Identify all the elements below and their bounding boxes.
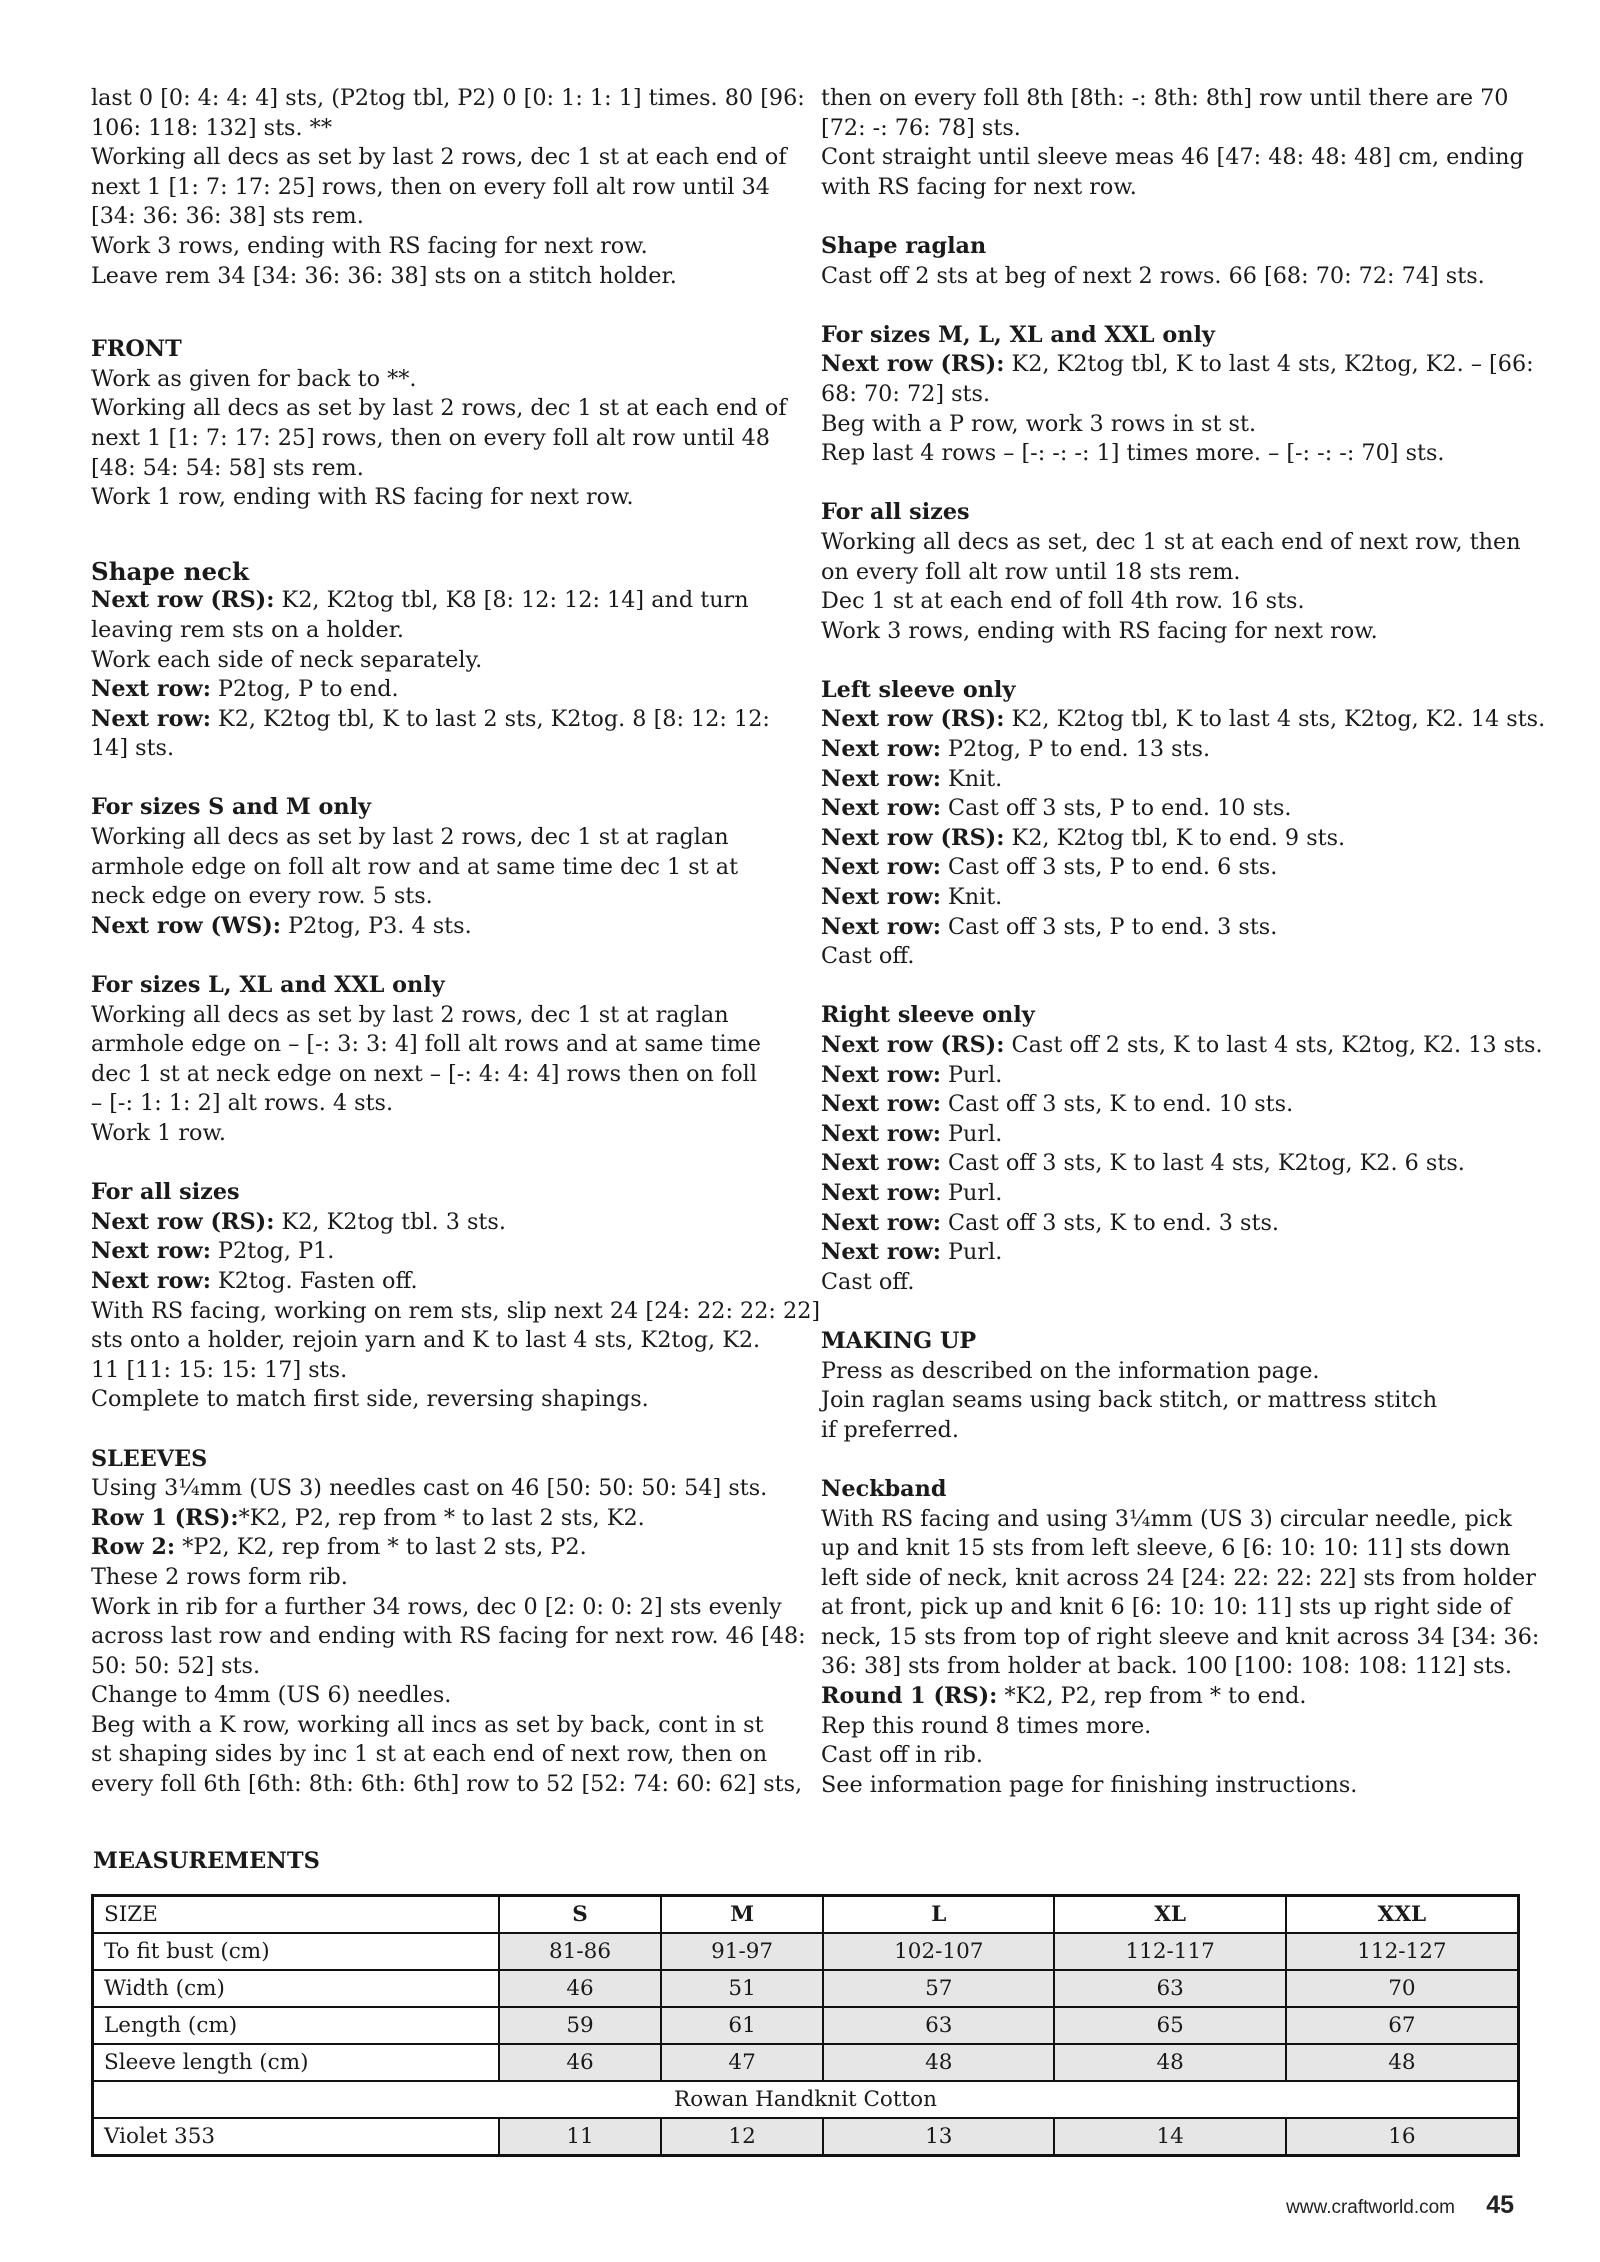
row-instruction: P2tog, P1. (210, 1238, 335, 1265)
text-line: 106: 118: 132] sts. ** (91, 114, 332, 141)
instruction-line (821, 735, 1521, 765)
text-line: sts onto a holder, rejoin yarn and K to last 4 sts, K2tog, K2. (91, 1327, 761, 1354)
value-cell: 48 (1286, 2044, 1519, 2081)
yarn-name-row (93, 2081, 1519, 2118)
row-label: Next row: (91, 705, 211, 732)
text-line: neck edge on every row. 5 sts. (91, 883, 433, 910)
text-line: Work 1 row. (91, 1120, 226, 1146)
text-line: then on every foll 8th [8th: -: 8th: 8th] row until there are 70 (821, 85, 1509, 111)
instruction-line (821, 1149, 1521, 1179)
text-line: Press as described on the information page. (821, 1357, 1320, 1384)
spacer (91, 764, 791, 794)
text-line: st shaping sides by inc 1 st at each end of next row, then on (91, 1741, 768, 1768)
text-line: Work 3 rows, ending with RS facing for next row. (821, 617, 1378, 644)
value-cell: 112-127 (1286, 1933, 1519, 1970)
text-line: Cont straight until sleeve meas 46 [47: 48: 48: 48] cm, ending (821, 144, 1524, 171)
value-cell: S (499, 1896, 661, 1934)
row-instruction: Knit. (940, 884, 1003, 911)
subheading: Neckband (821, 1475, 947, 1502)
row-instruction: Purl. (940, 1120, 1003, 1147)
value-cell: 11 (499, 2118, 661, 2156)
value-cell: 14 (1054, 2118, 1285, 2156)
text-line: armhole edge on foll alt row and at same time dec 1 st at (91, 853, 739, 880)
instruction-line (821, 1209, 1521, 1239)
spacer (821, 469, 1521, 499)
value-cell: 112-117 (1054, 1933, 1285, 1970)
row-instruction: K2tog. Fasten off. (210, 1267, 418, 1294)
row-label: Next row: (821, 1239, 941, 1266)
subheading: For all sizes (821, 499, 970, 526)
text-line: Using 3¼mm (US 3) needles cast on 46 [50: 50: 50: 54] sts. (91, 1475, 768, 1502)
row-instruction: K2, K2tog tbl, K to last 4 sts, K2tog, K2. 14 sts. (1004, 706, 1546, 733)
spacer (821, 646, 1521, 676)
instruction-line (821, 794, 1521, 824)
value-cell: 48 (823, 2044, 1054, 2081)
text-line: Change to 4mm (US 6) needles. (91, 1682, 452, 1709)
row-instruction: P2tog, P3. 4 sts. (280, 912, 472, 939)
text-line: Beg with a P row, work 3 rows in st st. (821, 410, 1257, 437)
instruction-line (821, 1090, 1521, 1120)
text-line: Working all decs as set by last 2 rows, dec 1 st at raglan (91, 824, 729, 851)
text-line: last 0 [0: 4: 4: 4] sts, (P2tog tbl, P2) 0 [0: 1: 1: 1] times. 80 [96: (91, 85, 805, 111)
text-line: With RS facing, working on rem sts, slip next 24 [24: 22: 22: 22] (91, 1297, 821, 1324)
row-label-cell: SIZE (93, 1896, 500, 1934)
spacer (91, 513, 791, 557)
row-instruction: Cast off 3 sts, P to end. 6 sts. (940, 854, 1278, 881)
text-line: if preferred. (821, 1416, 959, 1443)
instruction-line (821, 1120, 1521, 1150)
row-label-cell: Violet 353 (93, 2118, 500, 2156)
row-label-cell: To fit bust (cm) (93, 1933, 500, 1970)
text-line: Rep this round 8 times more. (821, 1712, 1152, 1739)
row-label-cell: Length (cm) (93, 2007, 500, 2044)
text-line: up and knit 15 sts from left sleeve, 6 [6: 10: 10: 11] sts down (821, 1535, 1511, 1562)
row-label: Next row: (821, 854, 941, 881)
table-header-row (93, 1896, 1519, 1934)
instruction-line (821, 853, 1521, 883)
row-instruction: P2tog, P to end. 13 sts. (940, 736, 1211, 763)
text-line: Rep last 4 rows – [-: -: -: 1] times more. – [-: -: -: 70] sts. (821, 440, 1445, 467)
row-label: Next row: (821, 1179, 941, 1206)
page-number: 45 (1486, 2191, 1514, 2219)
subsection-heading: Shape neck (91, 556, 249, 586)
row-instruction: K2, K2tog tbl, K to last 4 sts, K2tog, K2. – [66: (1004, 351, 1534, 378)
spacer (821, 202, 1521, 232)
row-instruction: Cast off 3 sts, K to end. 3 sts. (940, 1209, 1279, 1236)
section-heading: FRONT (91, 336, 182, 363)
row-label: Next row: (821, 795, 941, 822)
spacer (821, 1297, 1521, 1327)
value-cell: 102-107 (823, 1933, 1054, 1970)
instruction-line (91, 1267, 791, 1297)
instruction-line (821, 913, 1521, 943)
value-cell: 63 (1054, 1970, 1285, 2007)
text-line: Dec 1 st at each end of foll 4th row. 16 sts. (821, 588, 1305, 615)
instruction-line (821, 1682, 1521, 1712)
value-cell: 70 (1286, 1970, 1519, 2007)
row-instruction: K2, K2tog tbl, K8 [8: 12: 12: 14] and turn (274, 587, 749, 614)
row-label: Next row (RS): (91, 587, 275, 614)
left-column (91, 84, 821, 1800)
text-line: across last row and ending with RS facing for next row. 46 [48: (91, 1623, 806, 1650)
text-line: Work 1 row, ending with RS facing for next row. (91, 484, 634, 511)
instruction-line (91, 1237, 791, 1267)
row-instruction: *K2, P2, rep from * to end. (997, 1683, 1307, 1710)
row-label: Next row: (821, 1209, 941, 1236)
text-line: See information page for finishing instructions. (821, 1771, 1358, 1798)
value-cell: 51 (661, 1970, 823, 2007)
table-row (93, 2044, 1519, 2081)
table-row (93, 1933, 1519, 1970)
row-label: Row 2: (91, 1534, 176, 1561)
subheading: Left sleeve only (821, 676, 1016, 703)
instruction-line (821, 705, 1546, 735)
text-line: Cast off. (821, 1268, 915, 1295)
instruction-line (91, 1208, 791, 1238)
value-cell: 59 (499, 2007, 661, 2044)
instruction-line (821, 350, 1534, 380)
text-line: Work 3 rows, ending with RS facing for next row. (91, 232, 648, 259)
text-line: on every foll alt row until 18 sts rem. (821, 558, 1241, 585)
subheading: For sizes L, XL and XXL only (91, 972, 445, 999)
text-line: neck, 15 sts from top of right sleeve and knit across 34 [34: 36: (821, 1623, 1540, 1650)
value-cell: XL (1054, 1896, 1285, 1934)
text-line: next 1 [1: 7: 17: 25] rows, then on every foll alt row until 34 (91, 173, 770, 200)
row-label: Next row (RS): (821, 351, 1005, 378)
text-line: 14] sts. (91, 735, 175, 762)
text-line: 50: 50: 52] sts. (91, 1652, 261, 1679)
instruction-line (821, 883, 1521, 913)
text-line: with RS facing for next row. (821, 173, 1137, 200)
text-line: at front, pick up and knit 6 [6: 10: 10: 11] sts up right side of (821, 1594, 1512, 1621)
text-line: Work in rib for a further 34 rows, dec 0 [2: 0: 0: 2] sts evenly (91, 1593, 782, 1620)
spacer (91, 291, 791, 335)
row-instruction: *P2, K2, rep from * to last 2 sts, P2. (175, 1534, 587, 1561)
instruction-line (91, 1504, 791, 1534)
row-label: Next row: (821, 884, 941, 911)
instruction-line (821, 765, 1521, 795)
value-cell: M (661, 1896, 823, 1934)
value-cell: 81-86 (499, 1933, 661, 1970)
text-line: – [-: 1: 1: 2] alt rows. 4 sts. (91, 1090, 394, 1117)
text-line: leaving rem sts on a holder. (91, 616, 405, 643)
table-row (93, 1970, 1519, 2007)
row-instruction: Cast off 3 sts, P to end. 3 sts. (940, 913, 1278, 940)
text-line: 36: 38] sts from holder at back. 100 [100: 108: 108: 112] sts. (821, 1653, 1512, 1680)
text-line: These 2 rows form rib. (91, 1563, 348, 1590)
instruction-line (821, 1179, 1521, 1209)
yarn-quantity-row (93, 2118, 1519, 2156)
value-cell: 61 (661, 2007, 823, 2044)
spacer (821, 1445, 1521, 1475)
instruction-line (91, 912, 791, 942)
value-cell: 12 (661, 2118, 823, 2156)
subheading: For sizes S and M only (91, 794, 372, 821)
row-instruction: Purl. (940, 1179, 1003, 1206)
subheading: Shape raglan (821, 232, 987, 259)
subheading: Right sleeve only (821, 1002, 1035, 1029)
subheading: For all sizes (91, 1179, 240, 1206)
value-cell: 48 (1054, 2044, 1285, 2081)
instruction-line (821, 1031, 1543, 1061)
row-label: Next row: (821, 765, 941, 792)
row-instruction: Cast off 3 sts, K to last 4 sts, K2tog, K2. 6 sts. (940, 1150, 1465, 1177)
instruction-line (91, 675, 791, 705)
row-label: Next row (RS): (821, 1032, 1005, 1058)
text-line: Working all decs as set by last 2 rows, dec 1 st at each end of (91, 144, 787, 171)
measurements-title: MEASUREMENTS (93, 1848, 320, 1874)
value-cell: 67 (1286, 2007, 1519, 2044)
value-cell: 47 (661, 2044, 823, 2081)
yarn-name: Rowan Handknit Cotton (93, 2081, 1519, 2118)
row-instruction: Purl. (940, 1239, 1003, 1266)
row-label: Next row: (821, 1120, 941, 1147)
value-cell: 46 (499, 1970, 661, 2007)
row-instruction: Cast off 3 sts, P to end. 10 sts. (940, 795, 1292, 822)
row-label: Row 1 (RS): (91, 1504, 239, 1531)
row-instruction: K2, K2tog tbl. 3 sts. (274, 1208, 506, 1235)
row-label: Next row: (821, 1061, 941, 1088)
instruction-line (91, 705, 791, 735)
text-line: Working all decs as set by last 2 rows, dec 1 st at raglan (91, 1001, 729, 1028)
text-line: Working all decs as set, dec 1 st at each end of next row, then (821, 528, 1521, 555)
value-cell: 63 (823, 2007, 1054, 2044)
row-instruction: Purl. (940, 1061, 1003, 1088)
text-line: armhole edge on – [-: 3: 3: 4] foll alt rows and at same time (91, 1031, 761, 1058)
row-label: Next row: (821, 736, 941, 763)
row-label: Next row: (821, 1150, 941, 1177)
spacer (91, 1149, 791, 1179)
value-cell: 91-97 (661, 1933, 823, 1970)
text-line: dec 1 st at neck edge on next – [-: 4: 4: 4] rows then on foll (91, 1060, 757, 1087)
text-line: [72: -: 76: 78] sts. (821, 114, 1021, 141)
value-cell: 16 (1286, 2118, 1519, 2156)
row-instruction: *K2, P2, rep from * to last 2 sts, K2. (238, 1504, 645, 1531)
right-column (821, 84, 1546, 1800)
instruction-line (91, 1533, 791, 1563)
text-line: 68: 70: 72] sts. (821, 380, 991, 407)
subheading: For sizes M, L, XL and XXL only (821, 321, 1215, 348)
text-line: Join raglan seams using back stitch, or mattress stitch (821, 1387, 1438, 1414)
row-label: Next row: (91, 1267, 211, 1294)
text-line: Work each side of neck separately. (91, 646, 483, 673)
text-line: [48: 54: 54: 58] sts rem. (91, 454, 364, 481)
row-label: Next row: (821, 913, 941, 940)
value-cell: XXL (1286, 1896, 1519, 1934)
spacer (91, 1415, 791, 1445)
instruction-line (821, 1238, 1521, 1268)
row-label: Next row (WS): (91, 912, 281, 939)
value-cell: L (823, 1896, 1054, 1934)
footer-url[interactable]: www.craftworld.com (1286, 2197, 1455, 2218)
text-line: Beg with a K row, working all incs as set by back, cont in st (91, 1711, 764, 1738)
row-label: Next row: (91, 676, 211, 703)
text-line: next 1 [1: 7: 17: 25] rows, then on every foll alt row until 48 (91, 424, 770, 451)
instruction-line (91, 586, 791, 616)
text-line: Working all decs as set by last 2 rows, dec 1 st at each end of (91, 395, 787, 422)
instruction-line (821, 1061, 1521, 1091)
row-instruction: Knit. (940, 765, 1003, 792)
value-cell: 13 (823, 2118, 1054, 2156)
text-line: Cast off 2 sts at beg of next 2 rows. 66 [68: 70: 72: 74] sts. (821, 262, 1485, 289)
text-line: left side of neck, knit across 24 [24: 22: 22: 22] sts from holder (821, 1564, 1536, 1591)
text-line: every foll 6th [6th: 8th: 6th: 6th] row to 52 [52: 74: 60: 62] sts, (91, 1771, 803, 1798)
row-label: Next row (RS): (91, 1208, 275, 1235)
value-cell: 65 (1054, 2007, 1285, 2044)
table-row (93, 2007, 1519, 2044)
value-cell: 57 (823, 1970, 1054, 2007)
measurements-table (91, 1894, 1520, 2157)
row-label-cell: Sleeve length (cm) (93, 2044, 500, 2081)
row-instruction: Cast off 2 sts, K to last 4 sts, K2tog, K2. 13 sts. (1004, 1032, 1543, 1058)
row-instruction: Cast off 3 sts, K to end. 10 sts. (940, 1091, 1294, 1118)
row-instruction: K2, K2tog tbl, K to last 2 sts, K2tog. 8 [8: 12: 12: (210, 705, 770, 732)
text-line: [34: 36: 36: 38] sts rem. (91, 203, 364, 230)
row-instruction: K2, K2tog tbl, K to end. 9 sts. (1004, 824, 1346, 851)
text-line: 11 [11: 15: 15: 17] sts. (91, 1356, 348, 1383)
spacer (821, 291, 1521, 321)
instruction-line (821, 824, 1521, 854)
text-line: Cast off. (821, 943, 915, 970)
row-label: Next row: (91, 1238, 211, 1265)
row-instruction: P2tog, P to end. (210, 676, 399, 703)
text-line: Leave rem 34 [34: 36: 36: 38] sts on a stitch holder. (91, 262, 677, 289)
row-label: Next row (RS): (821, 706, 1005, 733)
value-cell: 46 (499, 2044, 661, 2081)
row-label-cell: Width (cm) (93, 1970, 500, 2007)
spacer (821, 972, 1521, 1002)
row-label: Next row: (821, 1091, 941, 1118)
row-label: Next row (RS): (821, 824, 1005, 851)
spacer (91, 941, 791, 971)
text-line: Work as given for back to **. (91, 365, 417, 392)
section-heading: SLEEVES (91, 1445, 208, 1472)
text-line: Complete to match first side, reversing shapings. (91, 1386, 649, 1413)
section-heading: MAKING UP (821, 1327, 977, 1354)
text-line: With RS facing and using 3¼mm (US 3) circular needle, pick (821, 1505, 1512, 1532)
text-line: Cast off in rib. (821, 1742, 983, 1769)
row-label: Round 1 (RS): (821, 1683, 998, 1710)
